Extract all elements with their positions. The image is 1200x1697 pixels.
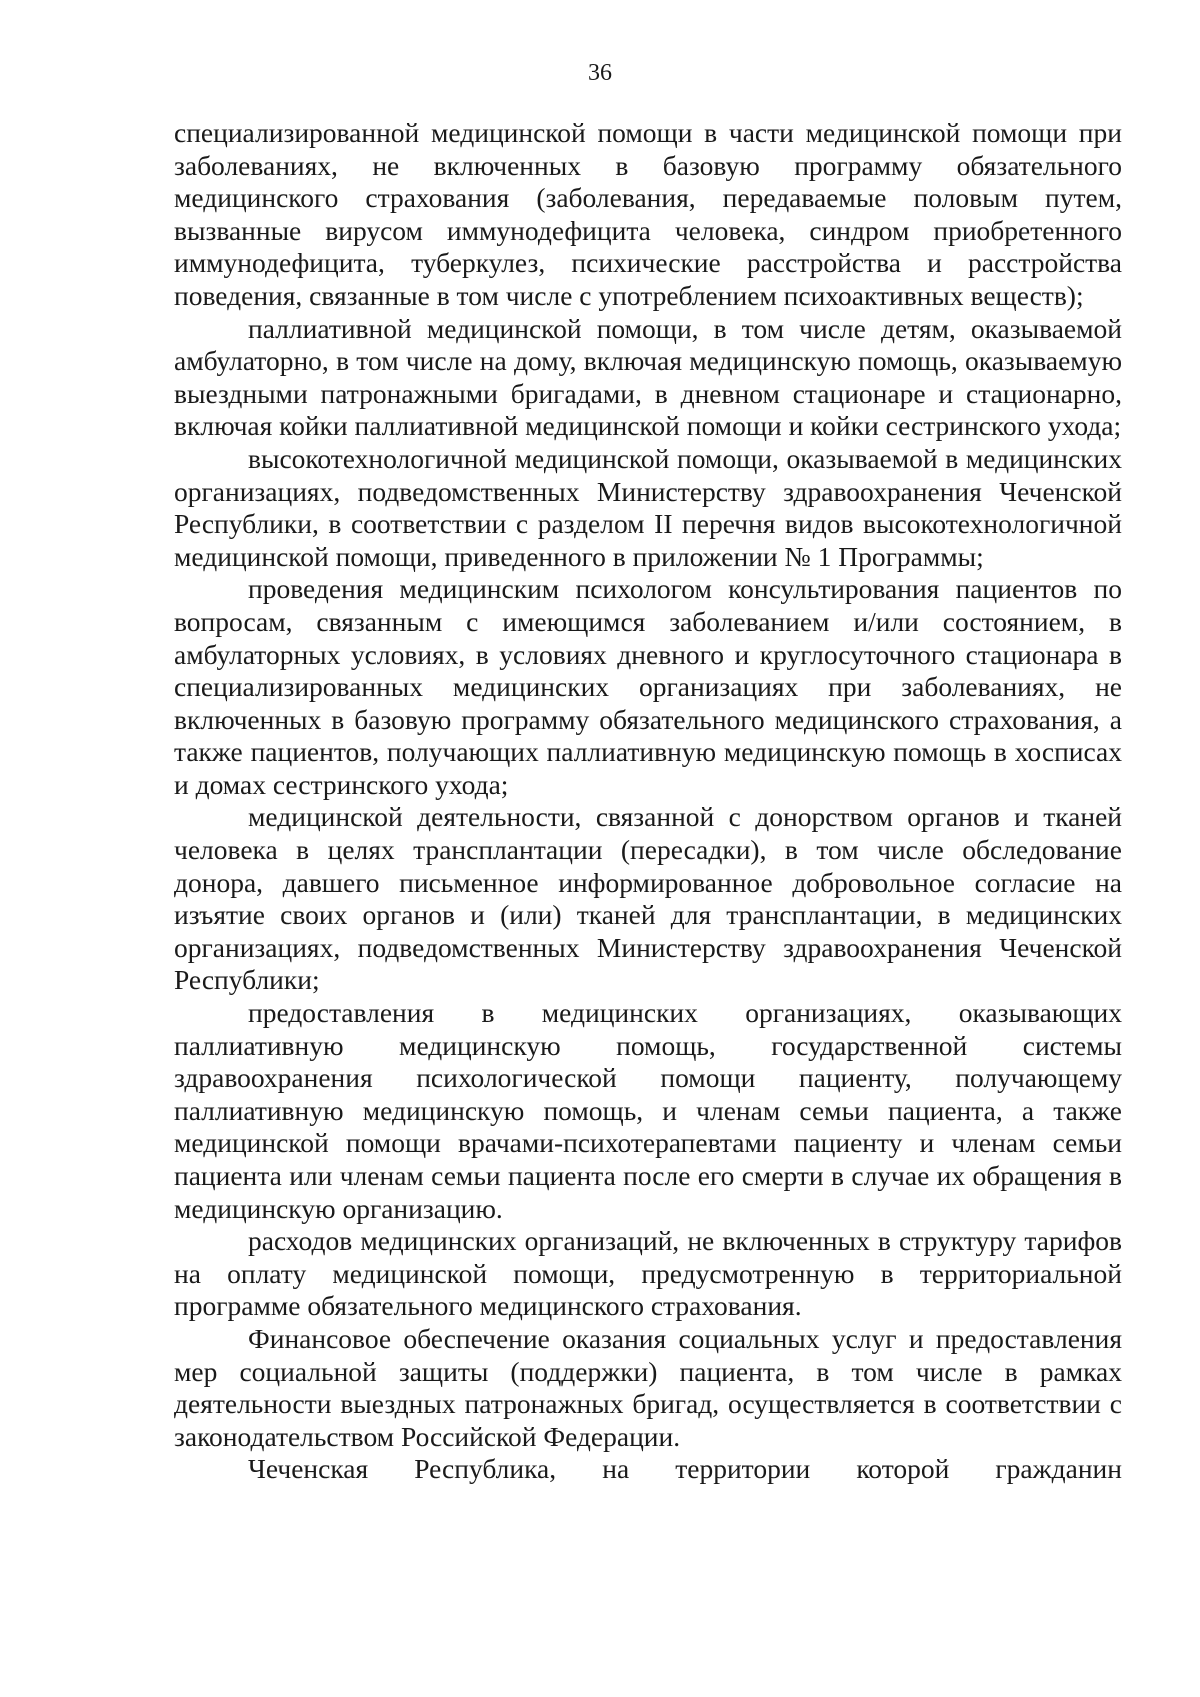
paragraph-psychological-help: предоставления в медицинских организациях, оказывающих паллиативную медицинскую помощь, государственной системы здравоохранения психологической помощи пациенту, получающему паллиативную медицинскую помощь, и членам семьи пациента, а также медицинской помощи врачами-психотерапевтами пациенту и членам семьи пациента или членам семьи пациента после его смерти в случае их обращения в медицинскую организацию. <box>174 997 1122 1224</box>
paragraph-high-tech-care: высокотехнологичной медицинской помощи, оказываемой в медицинских организациях, подведомственных Министерству здравоохранения Чеченской Республики, в соответствии с разделом II перечня видов высокотехнологичной медицинской помощи, приведенного в приложении № 1 Программы; <box>174 442 1122 572</box>
paragraph-organ-donation: медицинской деятельности, связанной с донорством органов и тканей человека в целях трансплантации (пересадки), в том числе обследование донора, давшего письменное информированное добровольное согласие на изъятие своих органов и (или) тканей для трансплантации, в медицинских организациях, подведомственных Министерству здравоохранения Чеченской Республики; <box>174 801 1122 996</box>
paragraph-chechen-republic: Чеченская Республика, на территории которой гражданин <box>248 1453 1122 1485</box>
paragraph-social-services-financing: Финансовое обеспечение оказания социальных услуг и предоставления мер социальной защиты (поддержки) пациента, в том числе в рамках деятельности выездных патронажных бригад, осуществляется в соответствии с законодательством Российской Федерации. <box>174 1322 1122 1452</box>
document-body <box>174 117 1122 1486</box>
paragraph-specialized-care: специализированной медицинской помощи в части медицинской помощи при заболеваниях, не включенных в базовую программу обязательного медицинского страхования (заболевания, передаваемые половым путем, вызванные вирусом иммунодефицита человека, синдром приобретенного иммунодефицита, туберкулез, психические расстройства и расстройства поведения, связанные в том числе с употреблением психоактивных веществ); <box>174 117 1122 311</box>
paragraph-psychologist-consulting: проведения медицинским психологом консультирования пациентов по вопросам, связанным с имеющимся заболеванием и/или состоянием, в амбулаторных условиях, в условиях дневного и круглосуточного стационара в специализированных медицинских организациях при заболеваниях, не включенных в базовую программу обязательного медицинского страхования, а также пациентов, получающих паллиативную медицинскую помощь в хосписах и домах сестринского ухода; <box>174 573 1122 800</box>
paragraph-palliative-care: паллиативной медицинской помощи, в том числе детям, оказываемой амбулаторно, в том числе на дому, включая медицинскую помощь, оказываемую выездными патронажными бригадами, в дневном стационаре и стационарно, включая койки паллиативной медицинской помощи и койки сестринского ухода; <box>174 312 1122 442</box>
page-number: 36 <box>588 60 612 86</box>
paragraph-organization-expenses: расходов медицинских организаций, не включенных в структуру тарифов на оплату медицинской помощи, предусмотренную в территориальной программе обязательного медицинского страхования. <box>174 1225 1122 1322</box>
